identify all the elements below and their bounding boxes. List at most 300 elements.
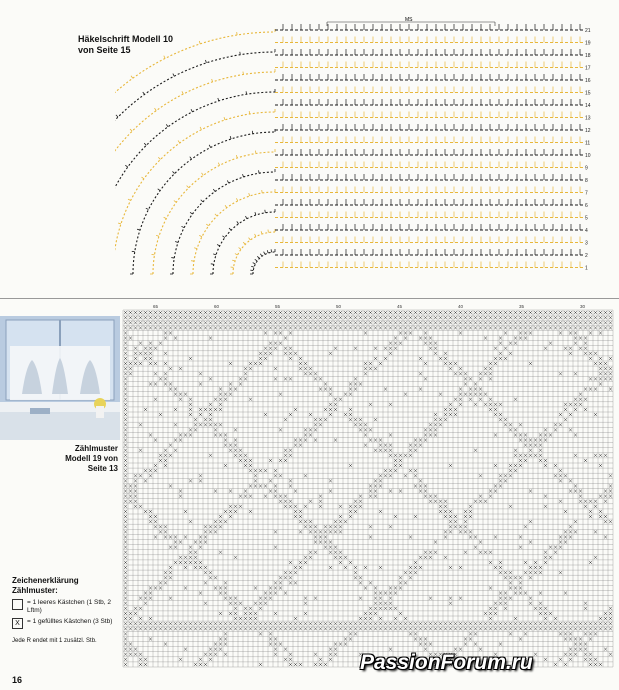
- filled-cell: [459, 331, 462, 334]
- filled-cell: [199, 408, 202, 411]
- filled-cell: [394, 316, 397, 319]
- filled-cell: [274, 530, 277, 533]
- filled-cell: [299, 367, 302, 370]
- filled-cell: [209, 525, 212, 528]
- crochet-stitch: [202, 173, 204, 175]
- filled-cell: [359, 505, 362, 508]
- filled-cell: [124, 311, 127, 314]
- filled-cell: [409, 449, 412, 452]
- filled-cell: [214, 326, 217, 329]
- filled-cell: [329, 403, 332, 406]
- filled-cell: [594, 530, 597, 533]
- filled-cell: [384, 627, 387, 630]
- filled-cell: [394, 607, 397, 610]
- filled-cell: [314, 541, 317, 544]
- filled-cell: [289, 622, 292, 625]
- filled-cell: [154, 469, 157, 472]
- filled-cell: [524, 337, 527, 340]
- filled-cell: [599, 372, 602, 375]
- filled-cell: [504, 357, 507, 360]
- filled-cell: [259, 607, 262, 610]
- filled-cell: [519, 326, 522, 329]
- filled-cell: [489, 627, 492, 630]
- filled-cell: [409, 576, 412, 579]
- filled-cell: [414, 561, 417, 564]
- filled-cell: [159, 342, 162, 345]
- filled-cell: [124, 423, 127, 426]
- filled-cell: [134, 326, 137, 329]
- filled-cell: [209, 377, 212, 380]
- filled-cell: [169, 597, 172, 600]
- filled-cell: [309, 316, 312, 319]
- filled-cell: [414, 326, 417, 329]
- filled-cell: [219, 622, 222, 625]
- filled-cell: [304, 597, 307, 600]
- filled-cell: [584, 316, 587, 319]
- filled-cell: [144, 352, 147, 355]
- filled-cell: [494, 484, 497, 487]
- filled-cell: [299, 515, 302, 518]
- filled-cell: [244, 490, 247, 493]
- filled-cell: [464, 627, 467, 630]
- filled-cell: [394, 617, 397, 620]
- filled-cell: [609, 612, 612, 615]
- filled-cell: [274, 367, 277, 370]
- filled-cell: [309, 311, 312, 314]
- filled-cell: [284, 418, 287, 421]
- filled-cell: [199, 479, 202, 482]
- filled-cell: [464, 510, 467, 513]
- filled-cell: [139, 474, 142, 477]
- filled-cell: [244, 495, 247, 498]
- filled-cell: [249, 326, 252, 329]
- filled-cell: [399, 342, 402, 345]
- filled-cell: [329, 658, 332, 661]
- filled-cell: [204, 423, 207, 426]
- filled-cell: [319, 627, 322, 630]
- filled-cell: [564, 474, 567, 477]
- filled-cell: [254, 622, 257, 625]
- filled-cell: [264, 627, 267, 630]
- filled-cell: [224, 444, 227, 447]
- filled-cell: [174, 423, 177, 426]
- filled-cell: [264, 321, 267, 324]
- filled-cell: [419, 311, 422, 314]
- filled-cell: [229, 449, 232, 452]
- filled-cell: [229, 321, 232, 324]
- filled-cell: [509, 576, 512, 579]
- filled-cell: [249, 627, 252, 630]
- filled-cell: [404, 454, 407, 457]
- filled-cell: [514, 321, 517, 324]
- row-number: 16: [585, 78, 591, 84]
- filled-cell: [279, 311, 282, 314]
- filled-cell: [594, 622, 597, 625]
- filled-cell: [609, 367, 612, 370]
- filled-cell: [569, 403, 572, 406]
- filled-cell: [484, 500, 487, 503]
- filled-cell: [554, 474, 557, 477]
- filled-cell: [154, 311, 157, 314]
- filled-cell: [144, 316, 147, 319]
- filled-cell: [534, 571, 537, 574]
- filled-cell: [569, 316, 572, 319]
- filled-cell: [284, 627, 287, 630]
- filled-cell: [389, 627, 392, 630]
- filled-cell: [499, 316, 502, 319]
- filled-cell: [219, 398, 222, 401]
- filled-cell: [224, 311, 227, 314]
- filled-cell: [254, 617, 257, 620]
- filled-cell: [324, 321, 327, 324]
- filled-cell: [289, 500, 292, 503]
- filled-cell: [304, 433, 307, 436]
- filled-cell: [504, 311, 507, 314]
- filled-cell: [139, 352, 142, 355]
- filled-cell: [534, 653, 537, 656]
- filled-cell: [474, 535, 477, 538]
- filled-cell: [154, 398, 157, 401]
- filled-cell: [164, 535, 167, 538]
- filled-cell: [274, 326, 277, 329]
- filled-cell: [179, 622, 182, 625]
- filled-cell: [449, 520, 452, 523]
- filled-cell: [349, 510, 352, 513]
- filled-cell: [539, 321, 542, 324]
- filled-cell: [274, 637, 277, 640]
- filled-cell: [559, 535, 562, 538]
- filled-cell: [564, 622, 567, 625]
- filled-cell: [309, 428, 312, 431]
- filled-cell: [399, 586, 402, 589]
- filled-cell: [424, 622, 427, 625]
- filled-cell: [379, 510, 382, 513]
- filled-cell: [209, 423, 212, 426]
- filled-cell: [504, 331, 507, 334]
- filled-cell: [344, 393, 347, 396]
- crochet-stitch: [215, 214, 217, 216]
- filled-cell: [274, 586, 277, 589]
- filled-cell: [609, 316, 612, 319]
- filled-cell: [174, 546, 177, 549]
- filled-cell: [269, 311, 272, 314]
- filled-cell: [559, 658, 562, 661]
- filled-cell: [609, 311, 612, 314]
- filled-cell: [409, 571, 412, 574]
- filled-cell: [529, 321, 532, 324]
- filled-cell: [344, 311, 347, 314]
- filled-cell: [349, 505, 352, 508]
- filled-cell: [579, 403, 582, 406]
- filled-cell: [319, 541, 322, 544]
- filled-cell: [399, 576, 402, 579]
- count-chart-title-line3: Seite 13: [87, 464, 118, 473]
- filled-cell: [244, 377, 247, 380]
- crochet-stitch: [218, 163, 219, 166]
- filled-cell: [494, 612, 497, 615]
- filled-cell: [209, 321, 212, 324]
- filled-cell: [164, 627, 167, 630]
- filled-cell: [539, 607, 542, 610]
- filled-cell: [534, 311, 537, 314]
- filled-cell: [549, 546, 552, 549]
- filled-cell: [329, 627, 332, 630]
- filled-cell: [214, 648, 217, 651]
- filled-cell: [454, 316, 457, 319]
- filled-cell: [229, 515, 232, 518]
- filled-cell: [399, 321, 402, 324]
- filled-cell: [269, 643, 272, 646]
- filled-cell: [504, 321, 507, 324]
- filled-cell: [134, 347, 137, 350]
- filled-cell: [589, 321, 592, 324]
- crochet-arc: [115, 92, 275, 274]
- filled-cell: [379, 449, 382, 452]
- filled-cell: [474, 326, 477, 329]
- filled-cell: [519, 331, 522, 334]
- filled-cell: [579, 622, 582, 625]
- filled-cell: [539, 571, 542, 574]
- filled-cell: [574, 627, 577, 630]
- filled-cell: [604, 617, 607, 620]
- filled-cell: [224, 520, 227, 523]
- filled-cell: [464, 316, 467, 319]
- crochet-arc: [133, 132, 275, 274]
- filled-cell: [379, 479, 382, 482]
- filled-cell: [269, 627, 272, 630]
- filled-cell: [604, 622, 607, 625]
- filled-cell: [594, 388, 597, 391]
- filled-cell: [554, 622, 557, 625]
- filled-cell: [204, 311, 207, 314]
- filled-cell: [434, 627, 437, 630]
- filled-cell: [524, 632, 527, 635]
- filled-cell: [459, 367, 462, 370]
- filled-cell: [519, 535, 522, 538]
- filled-cell: [569, 321, 572, 324]
- filled-cell: [579, 627, 582, 630]
- filled-cell: [164, 643, 167, 646]
- filled-cell: [299, 510, 302, 513]
- filled-cell: [204, 622, 207, 625]
- crochet-stitch: [173, 74, 174, 77]
- filled-cell: [484, 321, 487, 324]
- filled-cell: [484, 337, 487, 340]
- filled-cell: [399, 581, 402, 584]
- filled-cell: [504, 316, 507, 319]
- filled-cell: [359, 326, 362, 329]
- filled-cell: [244, 372, 247, 375]
- filled-cell: [529, 541, 532, 544]
- filled-cell: [314, 428, 317, 431]
- filled-cell: [224, 627, 227, 630]
- row-number: 12: [585, 128, 591, 134]
- filled-cell: [434, 423, 437, 426]
- filled-cell: [594, 658, 597, 661]
- filled-cell: [514, 311, 517, 314]
- filled-cell: [124, 520, 127, 523]
- filled-cell: [254, 311, 257, 314]
- filled-cell: [424, 316, 427, 319]
- filled-cell: [444, 362, 447, 365]
- crochet-stitch: [143, 92, 145, 94]
- filled-cell: [124, 428, 127, 431]
- filled-cell: [564, 510, 567, 513]
- filled-cell: [544, 347, 547, 350]
- filled-cell: [334, 520, 337, 523]
- filled-cell: [334, 321, 337, 324]
- filled-cell: [424, 337, 427, 340]
- filled-cell: [309, 433, 312, 436]
- filled-cell: [229, 602, 232, 605]
- filled-cell: [179, 316, 182, 319]
- filled-cell: [249, 612, 252, 615]
- filled-cell: [474, 403, 477, 406]
- filled-cell: [494, 347, 497, 350]
- filled-cell: [529, 454, 532, 457]
- filled-cell: [349, 316, 352, 319]
- filled-cell: [159, 321, 162, 324]
- filled-cell: [609, 617, 612, 620]
- filled-cell: [274, 331, 277, 334]
- filled-cell: [154, 372, 157, 375]
- filled-cell: [564, 326, 567, 329]
- filled-cell: [559, 321, 562, 324]
- filled-cell: [159, 627, 162, 630]
- filled-cell: [184, 316, 187, 319]
- column-marker: 50: [336, 304, 342, 309]
- filled-cell: [334, 653, 337, 656]
- filled-cell: [514, 576, 517, 579]
- filled-cell: [219, 586, 222, 589]
- filled-cell: [514, 454, 517, 457]
- crochet-arc: [115, 112, 275, 274]
- filled-cell: [304, 602, 307, 605]
- filled-cell: [359, 418, 362, 421]
- filled-cell: [309, 520, 312, 523]
- filled-cell: [234, 612, 237, 615]
- filled-cell: [159, 311, 162, 314]
- filled-cell: [224, 622, 227, 625]
- filled-cell: [334, 546, 337, 549]
- filled-cell: [384, 326, 387, 329]
- filled-cell: [179, 326, 182, 329]
- filled-cell: [464, 321, 467, 324]
- filled-cell: [149, 311, 152, 314]
- filled-cell: [469, 326, 472, 329]
- crochet-stitch: [260, 254, 262, 256]
- filled-cell: [219, 321, 222, 324]
- filled-cell: [184, 556, 187, 559]
- filled-cell: [129, 367, 132, 370]
- crochet-stitch: [174, 201, 176, 203]
- filled-cell: [524, 331, 527, 334]
- crochet-stitch: [118, 223, 121, 224]
- filled-cell: [369, 525, 372, 528]
- filled-cell: [179, 658, 182, 661]
- filled-cell: [394, 321, 397, 324]
- filled-cell: [289, 561, 292, 564]
- filled-cell: [574, 331, 577, 334]
- filled-cell: [384, 607, 387, 610]
- filled-cell: [354, 627, 357, 630]
- crochet-stitch: [155, 108, 157, 110]
- filled-cell: [324, 382, 327, 385]
- filled-cell: [174, 321, 177, 324]
- filled-cell: [274, 474, 277, 477]
- filled-cell: [169, 311, 172, 314]
- filled-cell: [449, 403, 452, 406]
- filled-cell: [309, 321, 312, 324]
- filled-cell: [409, 627, 412, 630]
- filled-cell: [269, 459, 272, 462]
- filled-cell: [129, 372, 132, 375]
- filled-cell: [589, 377, 592, 380]
- filled-cell: [314, 326, 317, 329]
- filled-cell: [479, 474, 482, 477]
- filled-cell: [384, 388, 387, 391]
- filled-cell: [469, 622, 472, 625]
- filled-cell: [419, 643, 422, 646]
- filled-cell: [574, 643, 577, 646]
- filled-cell: [369, 428, 372, 431]
- filled-cell: [379, 321, 382, 324]
- filled-cell: [199, 566, 202, 569]
- filled-cell: [524, 326, 527, 329]
- filled-cell: [254, 362, 257, 365]
- filled-cell: [304, 622, 307, 625]
- filled-cell: [349, 515, 352, 518]
- filled-cell: [129, 622, 132, 625]
- filled-cell: [124, 643, 127, 646]
- filled-cell: [529, 331, 532, 334]
- filled-cell: [369, 311, 372, 314]
- filled-cell: [299, 663, 302, 666]
- filled-cell: [379, 316, 382, 319]
- crochet-stitch: [253, 263, 256, 264]
- filled-cell: [234, 428, 237, 431]
- filled-cell: [274, 490, 277, 493]
- filled-cell: [139, 617, 142, 620]
- filled-cell: [304, 367, 307, 370]
- crochet-stitch: [131, 76, 133, 78]
- filled-cell: [144, 592, 147, 595]
- filled-cell: [284, 337, 287, 340]
- filled-cell: [539, 449, 542, 452]
- filled-cell: [604, 495, 607, 498]
- filled-cell: [129, 653, 132, 656]
- crochet-stitch: [116, 115, 118, 117]
- filled-cell: [419, 622, 422, 625]
- filled-cell: [204, 581, 207, 584]
- filled-cell: [444, 326, 447, 329]
- filled-cell: [404, 316, 407, 319]
- filled-cell: [164, 352, 167, 355]
- filled-cell: [289, 347, 292, 350]
- filled-cell: [509, 342, 512, 345]
- crochet-stitch: [181, 226, 184, 227]
- filled-cell: [364, 316, 367, 319]
- filled-cell: [284, 316, 287, 319]
- legend-title-line2: Zählmuster:: [12, 586, 58, 595]
- filled-cell: [354, 347, 357, 350]
- filled-cell: [354, 321, 357, 324]
- filled-cell: [559, 372, 562, 375]
- filled-cell: [349, 637, 352, 640]
- filled-cell: [399, 612, 402, 615]
- filled-cell: [149, 433, 152, 436]
- filled-cell: [414, 449, 417, 452]
